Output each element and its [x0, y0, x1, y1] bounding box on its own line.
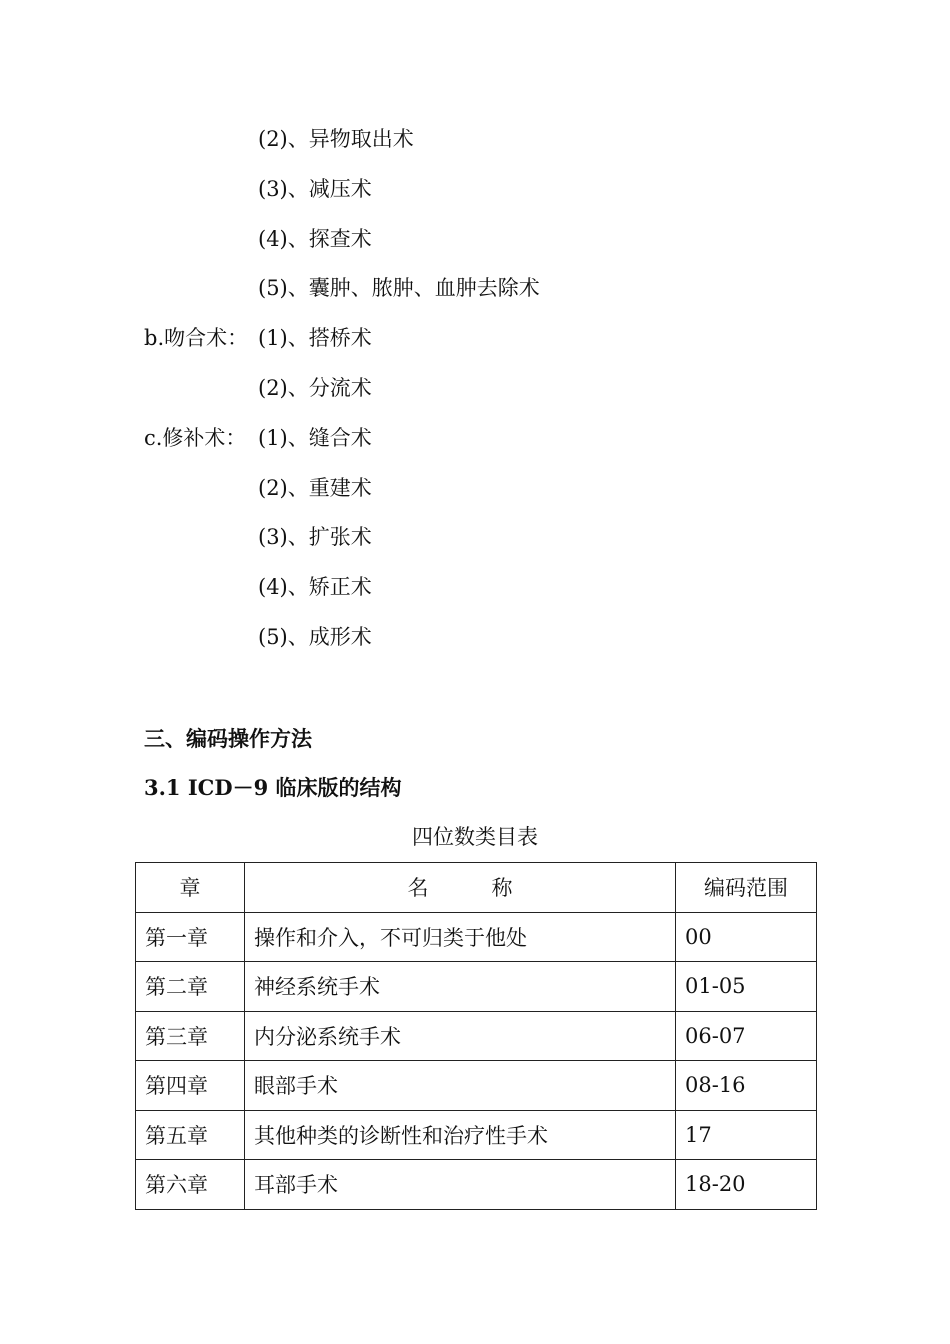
section-heading: 三、编码操作方法	[144, 726, 312, 751]
list-item	[0, 364, 950, 414]
cell-chapter: 第四章	[136, 1061, 245, 1111]
list-item-text: (4)、探查术	[258, 226, 372, 251]
procedure-list	[0, 115, 950, 663]
cell-chapter: 第三章	[136, 1011, 245, 1061]
cell-code-range: 18-20	[676, 1160, 817, 1210]
header-chapter: 章	[136, 863, 245, 913]
list-item	[0, 115, 950, 165]
table-row	[136, 912, 817, 962]
list-item	[0, 215, 950, 265]
list-item	[0, 314, 950, 364]
list-item-text: (5)、成形术	[258, 624, 372, 649]
cell-code-range: 17	[676, 1110, 817, 1160]
table-row	[136, 962, 817, 1012]
cell-name: 神经系统手术	[245, 962, 676, 1012]
list-item-text: (3)、扩张术	[258, 525, 372, 550]
cell-name: 操作和介入，不可归类于他处	[245, 912, 676, 962]
header-code-range: 编码范围	[676, 863, 817, 913]
cell-code-range: 08-16	[676, 1061, 817, 1111]
table-row	[136, 1061, 817, 1111]
table-row	[136, 1110, 817, 1160]
table-row	[136, 1160, 817, 1210]
cell-chapter: 第二章	[136, 962, 245, 1012]
list-item	[0, 464, 950, 514]
subsection-heading: 3.1 ICD－9 临床版的结构	[144, 775, 402, 800]
cell-chapter: 第一章	[136, 912, 245, 962]
cell-chapter: 第五章	[136, 1110, 245, 1160]
list-item-prefix: b.吻合术：	[144, 326, 249, 351]
list-item	[0, 264, 950, 314]
list-item-prefix: c.修补术：	[144, 425, 247, 450]
list-item-text: (1)、缝合术	[258, 425, 372, 450]
cell-chapter: 第六章	[136, 1160, 245, 1210]
list-item-text: (2)、异物取出术	[258, 127, 414, 151]
cell-code-range: 00	[676, 912, 817, 962]
list-item-text: (2)、分流术	[258, 375, 372, 400]
list-item	[0, 165, 950, 215]
cell-name: 耳部手术	[245, 1160, 676, 1210]
list-item-text: (4)、矫正术	[258, 575, 372, 600]
cell-name: 眼部手术	[245, 1061, 676, 1111]
list-item-text: (2)、重建术	[258, 475, 372, 500]
list-item	[0, 513, 950, 563]
list-item-text: (3)、减压术	[258, 176, 372, 201]
table-row	[136, 1011, 817, 1061]
list-item-text: (1)、搭桥术	[258, 326, 372, 351]
table-caption: 四位数类目表	[412, 825, 538, 849]
cell-name: 内分泌系统手术	[245, 1011, 676, 1061]
table-header-row	[136, 863, 817, 913]
list-item	[0, 414, 950, 464]
cell-code-range: 06-07	[676, 1011, 817, 1061]
cell-code-range: 01-05	[676, 962, 817, 1012]
list-item-text: (5)、囊肿、脓肿、血肿去除术	[258, 276, 540, 301]
cell-name: 其他种类的诊断性和治疗性手术	[245, 1110, 676, 1160]
header-name: 名 称	[245, 863, 676, 913]
list-item	[0, 563, 950, 613]
list-item	[0, 613, 950, 663]
chapter-code-table	[135, 862, 817, 1210]
